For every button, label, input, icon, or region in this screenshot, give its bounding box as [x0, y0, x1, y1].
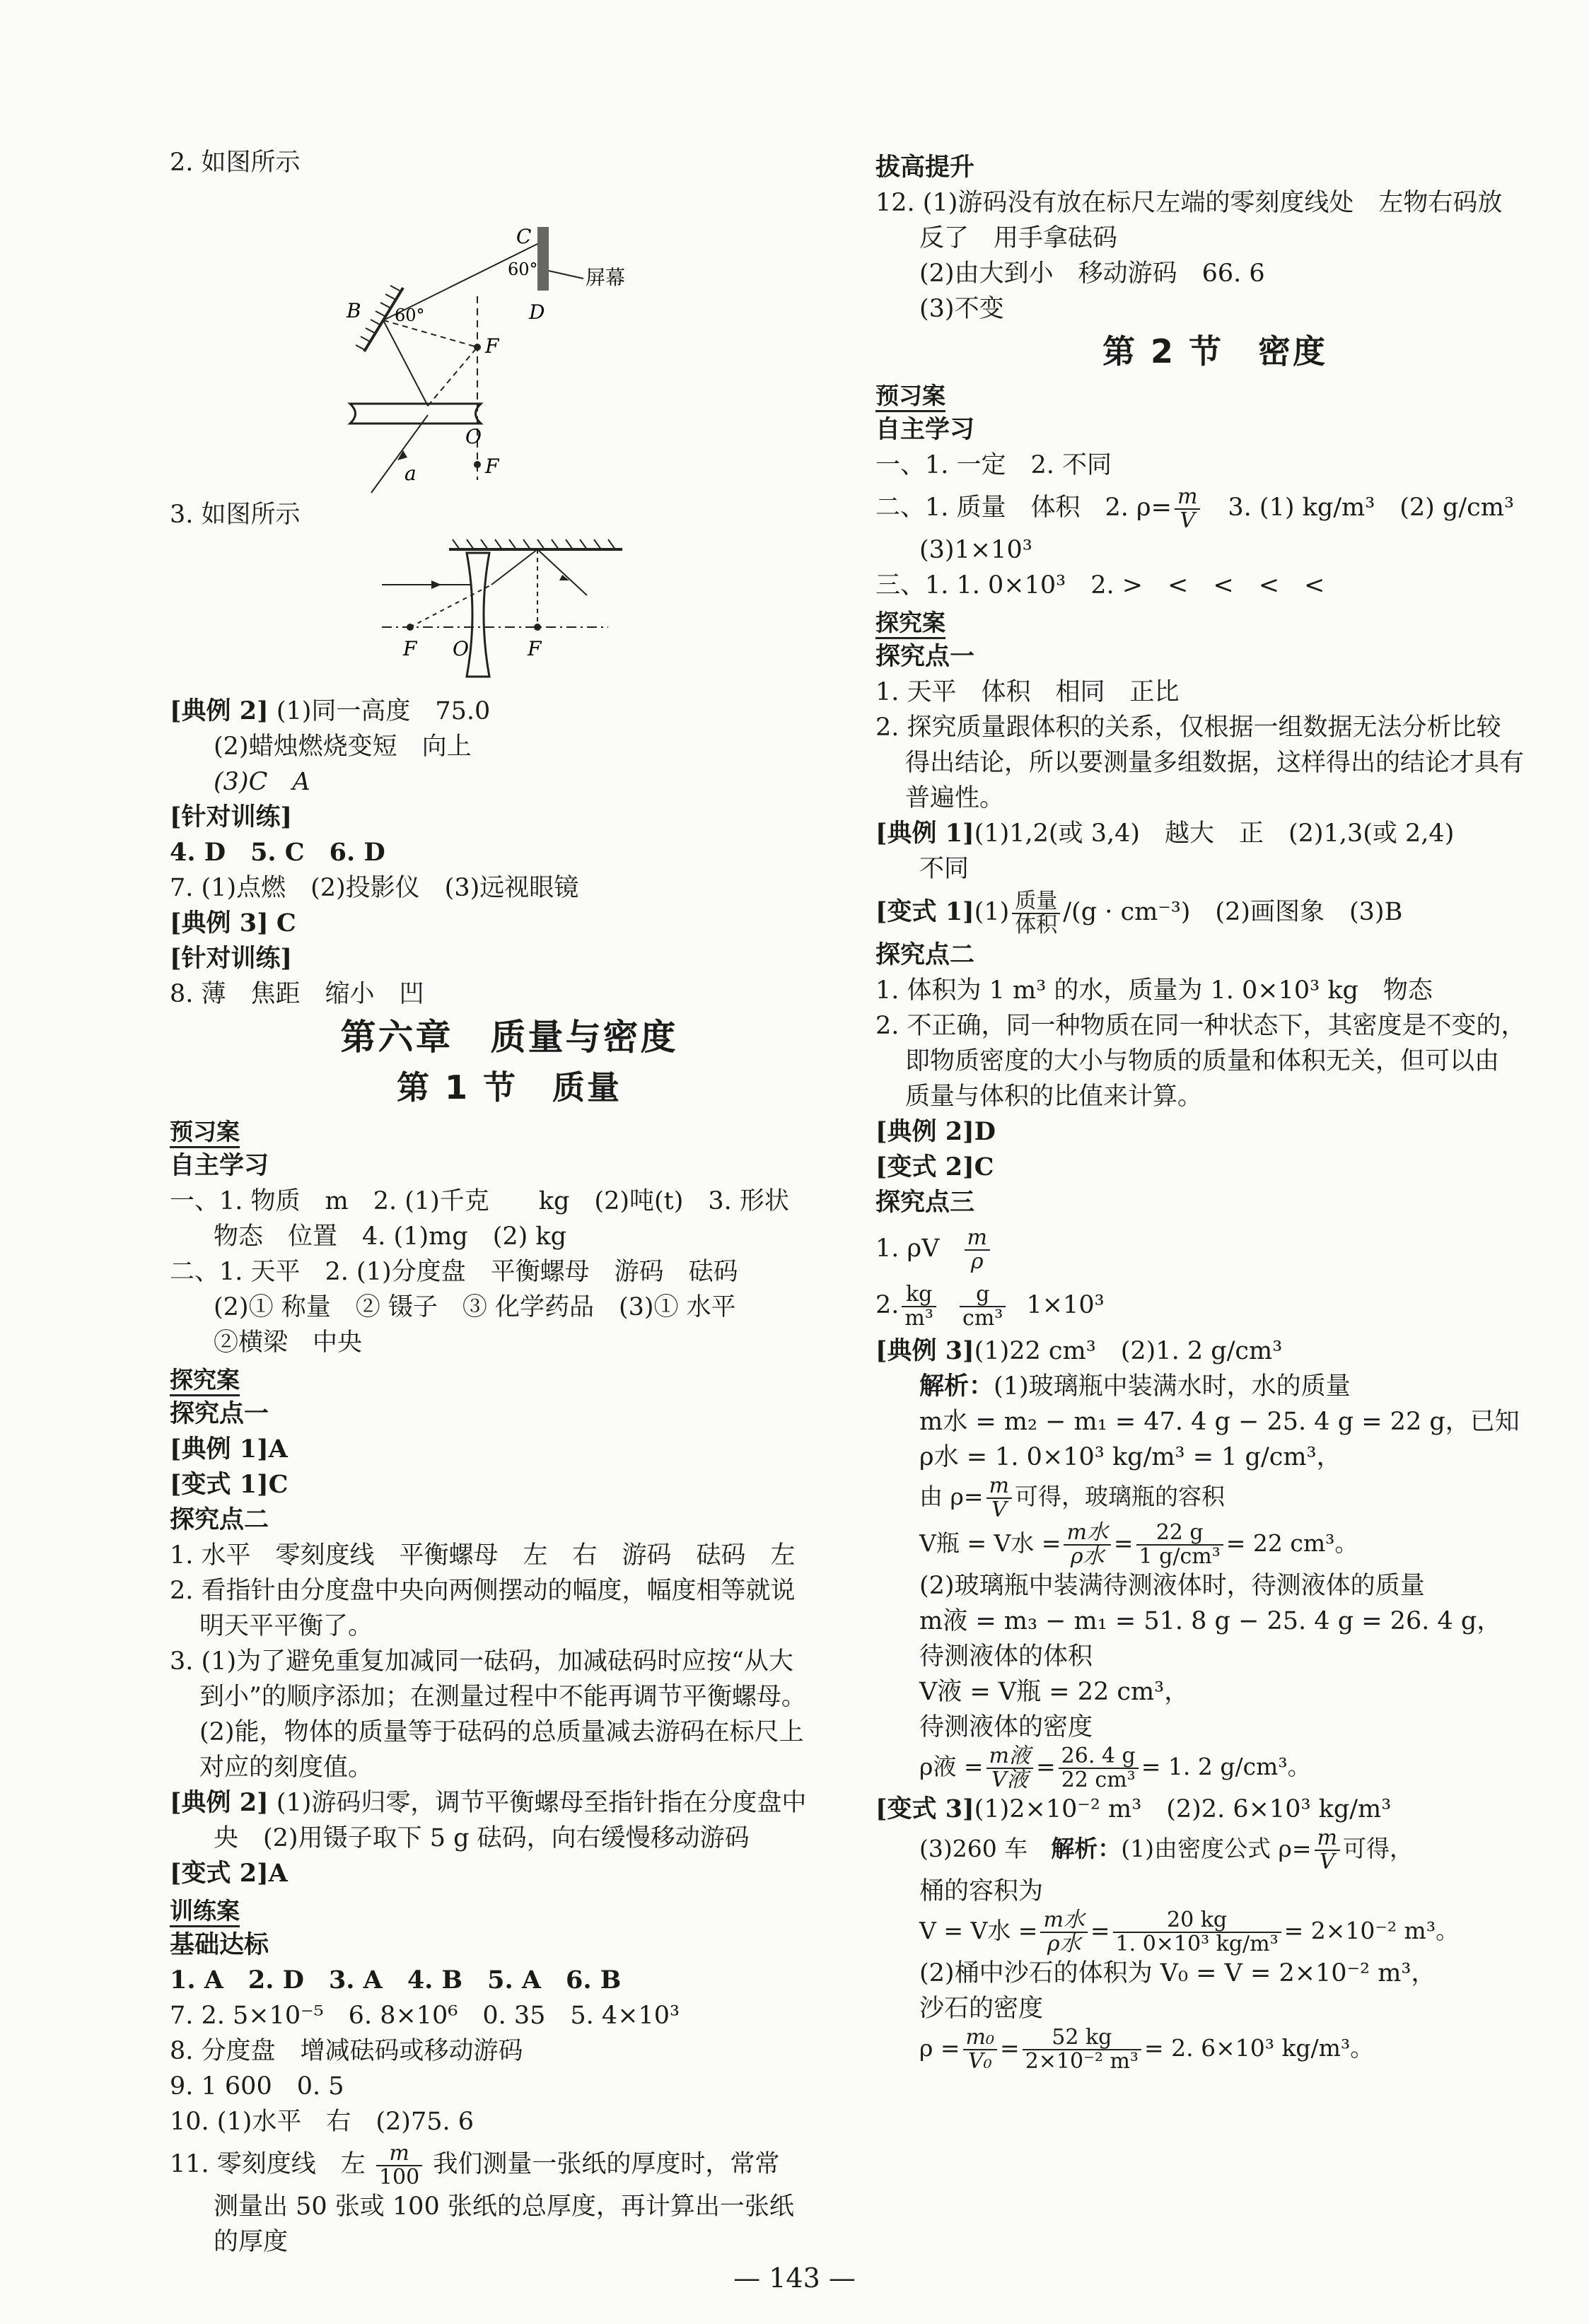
r-e3p1 — [875, 1220, 1554, 1277]
r-sol-3: ρ水 = 1. 0×10³ kg/m³ = 1 g/cm³， — [919, 1443, 1341, 1471]
r-example-1-line — [875, 816, 1554, 851]
example-2b-line — [170, 1785, 849, 1821]
training-answer-8: 8. 薄 焦距 缩小 凹 — [170, 980, 424, 1008]
r-v3-f-frac1 — [963, 2026, 997, 2073]
left-column — [170, 145, 849, 2260]
self-study-label: 自主学习 — [170, 1151, 269, 1180]
r-v3-f-frac2 — [1023, 2026, 1141, 2073]
r-variant-1-line — [875, 887, 1554, 938]
label-O-2: O — [453, 637, 469, 660]
r-v3-a — [875, 1827, 1554, 1874]
r-example-1-tag: [典例 1] — [875, 819, 974, 848]
r-example-1-a: (1)1,2(或 3,4) 越大 正 (2)1,3(或 2,4) — [974, 819, 1455, 848]
r-variant-3-ans: (1)2×10⁻² m³ (2)2. 6×10³ kg/m³ — [974, 1795, 1392, 1823]
r-sol-5-d1: ρ水 — [1070, 1544, 1105, 1569]
example-2-part-3: (3)C A — [214, 768, 310, 796]
r-sol-1: (1)玻璃瓶中装满水时，水的质量 — [994, 1372, 1351, 1401]
r-sol-11-d1: V液 — [991, 1768, 1028, 1792]
example-3-line — [170, 906, 849, 941]
concave-lens-2 — [467, 553, 489, 677]
explore-2-p2a: 2. 看指针由分度盘中央向两侧摆动的幅度，幅度相等就说 — [170, 1577, 796, 1605]
label-B: B — [347, 299, 361, 322]
explore-point-2: 探究点二 — [170, 1505, 269, 1534]
r-sol-1-line — [875, 1369, 1554, 1404]
r-v3-c-n1: m水 — [1040, 1909, 1087, 1933]
practice-label: 训练案 — [170, 1897, 240, 1927]
r-sol-2: m水 = m₂ − m₁ = 47. 4 g − 25. 4 g = 22 g，已知 — [919, 1408, 1520, 1436]
r-variant-3-line — [875, 1792, 1554, 1827]
r-sol-11-n1: m液 — [986, 1745, 1033, 1769]
r-v3-a-den: V — [1319, 1850, 1335, 1874]
basic-label: 基础达标 — [170, 1930, 269, 1959]
r-sol-5-d2: 1 g/cm³ — [1139, 1544, 1221, 1569]
r-sol-5-n2: 22 g — [1136, 1522, 1223, 1546]
r-sol-4-pre: 由 ρ= — [919, 1483, 984, 1510]
r-e2p2b: 即物质密度的大小与物质的质量和体积无关，但可以由 — [905, 1047, 1500, 1075]
explore-2-p1: 1. 水平 零刻度线 平衡螺母 左 右 游码 砝码 左 — [170, 1541, 796, 1570]
r-v3-f-d2: 2×10⁻² m³ — [1025, 2049, 1139, 2074]
r-sol-10: 待测液体的密度 — [919, 1713, 1093, 1741]
advance-12b: 反了 用手拿砝码 — [919, 224, 1118, 252]
explore-point-1: 探究点一 — [170, 1399, 269, 1428]
b11-fraction — [376, 2142, 422, 2189]
r-e2a: 2. 探究质量跟体积的关系，仅根据一组数据无法分析比较 — [875, 713, 1501, 742]
r-sol-4 — [875, 1475, 1554, 1522]
preview-label-2: 预习案 — [875, 382, 945, 412]
r-v3-a-post: 可得， — [1342, 1835, 1413, 1862]
r-sol-11-frac2 — [1059, 1745, 1139, 1792]
r-v3-f-n2: 52 kg — [1023, 2026, 1141, 2050]
r-example-2-line — [875, 1114, 1554, 1150]
r-variant-1-post: /(g · cm⁻³) (2)画图象 (3)B — [1063, 898, 1403, 926]
r-self-2-pre: 二、1. 质量 体积 2. ρ= — [875, 494, 1172, 522]
r-e2p1: 1. 体积为 1 m³ 的水，质量为 1. 0×10³ kg 物态 — [875, 976, 1433, 1005]
variant-2-answer: A — [268, 1859, 288, 1888]
r-variant-1-pre: (1) — [974, 898, 1010, 926]
r-example-3-tag: [典例 3] — [875, 1336, 974, 1365]
density-den: V — [1180, 508, 1196, 533]
example-2-line-1 — [170, 694, 849, 729]
label-F-left-2: F — [403, 637, 417, 660]
r-sol-tag: 解析： — [919, 1372, 994, 1401]
density-fraction — [1175, 486, 1200, 532]
example-1-tag: [典例 1] — [170, 1435, 269, 1464]
r-e3p2 — [875, 1277, 1554, 1333]
r-explore-point-1: 探究点一 — [875, 642, 975, 671]
density-num: m — [1175, 486, 1200, 510]
example-2-tag: [典例 2] — [170, 696, 269, 725]
b11-den: 100 — [378, 2164, 420, 2190]
advance-12a: 12. (1)游码没有放在标尺左端的零刻度线处 左物右码放 — [875, 189, 1503, 217]
label-F-right-2: F — [528, 637, 542, 660]
self-study-2b: (2)① 称量 ② 镊子 ③ 化学药品 (3)① 水平 — [214, 1293, 736, 1321]
r-sol-6: (2)玻璃瓶中装满待测液体时，待测液体的质量 — [919, 1572, 1425, 1600]
explore-2-p3d: 对应的刻度值。 — [199, 1753, 373, 1782]
r-e3p2-n2: g — [960, 1283, 1006, 1307]
r-v3-c-n2: 20 kg — [1113, 1909, 1281, 1933]
r-v3-a-num: m — [1315, 1827, 1340, 1851]
r-e1: 1. 天平 体积 相同 正比 — [875, 678, 1180, 706]
r-v3-a-sol: 解析： — [1051, 1835, 1122, 1862]
explore-2-p3a: 3. (1)为了避免重复加减同一砝码，加减砝码时应按“从大 — [170, 1647, 793, 1676]
r-variant-1-tag: [变式 1] — [875, 897, 974, 926]
r-sol-4-den: V — [991, 1497, 1007, 1522]
r-example-1-b: 不同 — [919, 855, 970, 883]
r-e2b: 得出结论，所以要测量多组数据，这样得出的结论才具有 — [905, 749, 1525, 777]
label-screen: 屏幕 — [586, 266, 626, 289]
r-sol-11-frac1 — [986, 1745, 1033, 1792]
r-v3-e: 沙石的密度 — [919, 1995, 1044, 2023]
example-2b-a: (1)游码归零，调节平衡螺母至指针指在分度盘中 — [276, 1789, 807, 1817]
lens-mirror-diagram-2 — [170, 535, 665, 691]
advance-12d: (3)不变 — [919, 295, 1004, 323]
b11-num: m — [376, 2142, 422, 2166]
r-v3-f-post: = 2. 6×10³ kg/m³。 — [1143, 2034, 1374, 2062]
r-variant-1-fraction — [1012, 890, 1060, 937]
r-sol-5-post: = 22 cm³。 — [1226, 1529, 1358, 1557]
variant-1-line — [170, 1467, 849, 1502]
label-F-upper: F — [485, 334, 499, 358]
r-sol-5-frac1 — [1064, 1522, 1110, 1568]
r-sol-5-n1: m水 — [1064, 1522, 1110, 1546]
r-variant-2-ans: C — [974, 1152, 994, 1181]
r-sol-4-frac — [986, 1475, 1012, 1522]
r-explore-point-2: 探究点二 — [875, 940, 975, 969]
r-v3-c-frac2 — [1113, 1909, 1281, 1956]
r-v3-c-frac1 — [1040, 1909, 1087, 1956]
r-e2c: 普遍性。 — [905, 784, 1005, 812]
r-e3p1-den: ρ — [970, 1249, 984, 1274]
basic-answer-7: 7. 2. 5×10⁻⁵ 6. 8×10⁶ 0. 35 5. 4×10³ — [170, 2002, 680, 2030]
chapter-title: 第六章 质量与密度 — [340, 1017, 678, 1058]
r-self-2b: (3)1×10³ — [919, 536, 1032, 564]
label-a: a — [404, 462, 417, 485]
self-study-1a: 一、1. 物质 m 2. (1)千克 kg (2)吨(t) 3. 形状 — [170, 1187, 789, 1215]
label-C: C — [516, 225, 532, 248]
r-self-2-post: 3. (1) kg/m³ (2) g/cm³ — [1203, 494, 1514, 522]
r-e3p1-pre: 1. ρV — [875, 1234, 940, 1263]
r-self-1: 一、1. 一定 2. 不同 — [875, 451, 1112, 479]
self-study-label-2: 自主学习 — [875, 415, 975, 444]
r-sol-5-pre: V瓶 = V水 = — [919, 1529, 1061, 1557]
example-2-part-1: (1)同一高度 75.0 — [276, 697, 491, 725]
r-v3-c-d2: 1. 0×10³ kg/m³ — [1115, 1932, 1279, 1956]
variant-2-tag: [变式 2] — [170, 1859, 269, 1888]
r-v3-c: V = V水 = $\frac{\text{m水}}{\text{ρ水}}$ = $\frac{20 kg}{\text{1. 0×10³ kg/m³}}$ = 2×10⁻² m³。 — [919, 1908, 1460, 1956]
example-3-tag: [典例 3] — [170, 909, 269, 938]
r-self-2 — [875, 483, 1554, 532]
r-v3-f: ρ = $\frac{\text{m₀}}{\text{V₀}}$ = $\frac{52 kg}{\text{2×10⁻² m³}}$ = 2. 6×10³ kg/m³。 — [919, 2025, 1374, 2074]
advance-12c: (2)由大到小 移动游码 66. 6 — [919, 259, 1265, 288]
r-v3-a-frac — [1315, 1827, 1340, 1874]
r-e3p2-post: 1×10³ — [1026, 1291, 1105, 1319]
r-sol-4-num: m — [986, 1475, 1012, 1499]
r-e3p1-num: m — [965, 1227, 990, 1251]
r-v3-f-pre: ρ = — [919, 2034, 960, 2062]
r-sol-11-pre: ρ液 = — [919, 1753, 984, 1780]
variant-1-answer: C — [268, 1470, 289, 1499]
r-sol-11-d2: 22 cm³ — [1061, 1768, 1136, 1792]
r-sol-4-post: 可得，玻璃瓶的容积 — [1015, 1483, 1225, 1510]
right-column — [875, 150, 1554, 2073]
targeted-training-tag-1: [针对训练] — [170, 802, 293, 831]
page-number: — 143 — — [733, 2262, 856, 2294]
concave-lens — [350, 404, 481, 424]
variant-1-tag: [变式 1] — [170, 1470, 269, 1499]
r-v3-d: (2)桶中沙石的体积为 V₀ = V = 2×10⁻² m³， — [919, 1959, 1436, 1987]
r-v3-c-post: = 2×10⁻² m³。 — [1284, 1917, 1460, 1944]
basic-answer-9: 9. 1 600 0. 5 — [170, 2072, 344, 2101]
basic-answer-11b: 测量出 50 张或 100 张纸的总厚度，再计算出一张纸 — [214, 2192, 794, 2221]
basic-answer-11c: 的厚度 — [214, 2228, 289, 2256]
r-e3p2-frac1 — [902, 1283, 936, 1330]
screen-shape — [537, 227, 549, 291]
r-e3p1-fraction — [965, 1227, 990, 1273]
label-O: O — [465, 425, 482, 448]
explore-2-p2b: 明天平平衡了。 — [199, 1612, 373, 1640]
explore-label: 探究案 — [170, 1366, 240, 1396]
r-sol-5: V瓶 = V水 = $\frac{\text{m水}}{\text{ρ水}}$ = $\frac{22 g}{\text{1 g/cm³}}$ = 22 cm³。 — [919, 1520, 1358, 1569]
r-var1-den: 体积 — [1015, 912, 1058, 938]
example-1-line — [170, 1432, 849, 1467]
variant-2-line — [170, 1856, 849, 1891]
r-e2p2c: 质量与体积的比值来计算。 — [905, 1082, 1203, 1111]
r-e3p2-d2: cm³ — [962, 1305, 1003, 1331]
basic-answers-1-6: 1. A 2. D 3. A 4. B 5. A 6. B — [170, 1966, 622, 1995]
r-sol-8: 待测液体的体积 — [919, 1642, 1093, 1671]
basic-answer-10: 10. (1)水平 右 (2)75. 6 — [170, 2108, 474, 2136]
r-e3p2-frac2 — [960, 1283, 1006, 1330]
r-var1-num: 质量 — [1012, 890, 1060, 914]
r-v3-c-pre: V = V水 = — [919, 1917, 1038, 1944]
r-variant-2-line — [875, 1150, 1554, 1185]
explore-label-2: 探究案 — [875, 609, 945, 639]
r-e2p2a: 2. 不正确，同一种物质在同一种状态下，其密度是不变的， — [875, 1012, 1526, 1040]
r-v3-b: 桶的容积为 — [919, 1877, 1044, 1905]
q3-text: 3. 如图所示 — [170, 501, 301, 529]
example-3-answer: C — [276, 909, 296, 938]
example-2-part-2: (2)蜡烛燃烧变短 向上 — [214, 732, 472, 761]
self-study-1b: 物态 位置 4. (1)mg (2) kg — [214, 1222, 567, 1251]
targeted-training-tag-2: [针对训练] — [170, 944, 293, 973]
r-e3p2-n1: kg — [902, 1283, 936, 1307]
example-2b-tag: [典例 2] — [170, 1788, 269, 1817]
r-example-2-tag: [典例 2] — [875, 1117, 974, 1146]
advance-label: 拔高提升 — [875, 153, 975, 182]
r-e3p2-d1: m³ — [904, 1305, 933, 1331]
r-variant-2-tag: [变式 2] — [875, 1152, 974, 1181]
r-sol-7: m液 = m₃ − m₁ = 51. 8 g − 25. 4 g = 26. 4 g， — [919, 1607, 1502, 1635]
self-study-2a: 二、1. 天平 2. (1)分度盘 平衡螺母 游码 砝码 — [170, 1258, 738, 1286]
r-variant-3-tag: [变式 3] — [875, 1794, 974, 1823]
r-v3-c-d1: ρ水 — [1047, 1932, 1081, 1956]
b11-post: 我们测量一张纸的厚度时，常常 — [433, 2150, 780, 2178]
r-sol-11: ρ液 = $\frac{\text{m液}}{\text{V液}}$ = $\frac{26. 4 g}{\text{22 cm³}}$ = 1. 2 g/cm³。 — [919, 1744, 1311, 1792]
training-answers-4-6: 4. D 5. C 6. D — [170, 838, 385, 867]
explore-2-p3b: 到小”的顺序添加；在测量过程中不能再调节平衡螺母。 — [199, 1683, 806, 1711]
example-1-answer: A — [268, 1435, 288, 1464]
r-sol-11-n2: 26. 4 g — [1059, 1745, 1139, 1769]
r-example-3-line — [875, 1333, 1554, 1369]
r-v3-a-pre: (3)260 车 — [919, 1835, 1028, 1862]
label-D: D — [529, 300, 545, 324]
basic-answer-8: 8. 分度盘 增减砝码或移动游码 — [170, 2037, 523, 2065]
example-2b-b: 央 (2)用镊子取下 5 g 砝码，向右缓慢移动游码 — [214, 1824, 750, 1852]
r-e3p2-pre: 2. — [875, 1291, 900, 1319]
label-F-lower: F — [485, 455, 499, 478]
r-example-2-ans: D — [974, 1117, 996, 1146]
section-1-title: 第 1 节 质量 — [396, 1068, 622, 1106]
r-sol-9: V液 = V瓶 = 22 cm³， — [919, 1678, 1189, 1706]
label-angle-b: 60° — [395, 305, 425, 325]
b11-pre: 11. 零刻度线 左 — [170, 2150, 366, 2178]
r-self-3: 三、1. 1. 0×10³ 2. > < < < < — [875, 571, 1325, 600]
self-study-2c: ②横梁 中央 — [214, 1329, 363, 1357]
section-2-title: 第 2 节 密度 — [1102, 332, 1328, 370]
r-example-3-ans: (1)22 cm³ (2)1. 2 g/cm³ — [974, 1337, 1283, 1365]
basic-answer-11a — [170, 2139, 849, 2189]
r-v3-a-mid: (1)由密度公式 ρ= — [1121, 1835, 1312, 1862]
explore-2-p3c: (2)能，物体的质量等于砝码的总质量减去游码在标尺上 — [199, 1718, 804, 1746]
label-angle-top: 60° — [508, 259, 538, 279]
r-v3-f-n1: m₀ — [963, 2026, 997, 2050]
q2-text: 2. 如图所示 — [170, 148, 301, 177]
training-answer-7: 7. (1)点燃 (2)投影仪 (3)远视眼镜 — [170, 874, 579, 902]
r-explore-point-3: 探究点三 — [875, 1188, 975, 1217]
lens-mirror-diagram-1 — [170, 183, 665, 494]
r-sol-11-post: = 1. 2 g/cm³。 — [1141, 1753, 1311, 1780]
preview-label: 预习案 — [170, 1118, 240, 1148]
r-sol-5-frac2 — [1136, 1522, 1223, 1568]
r-v3-f-d1: V₀ — [967, 2049, 992, 2074]
